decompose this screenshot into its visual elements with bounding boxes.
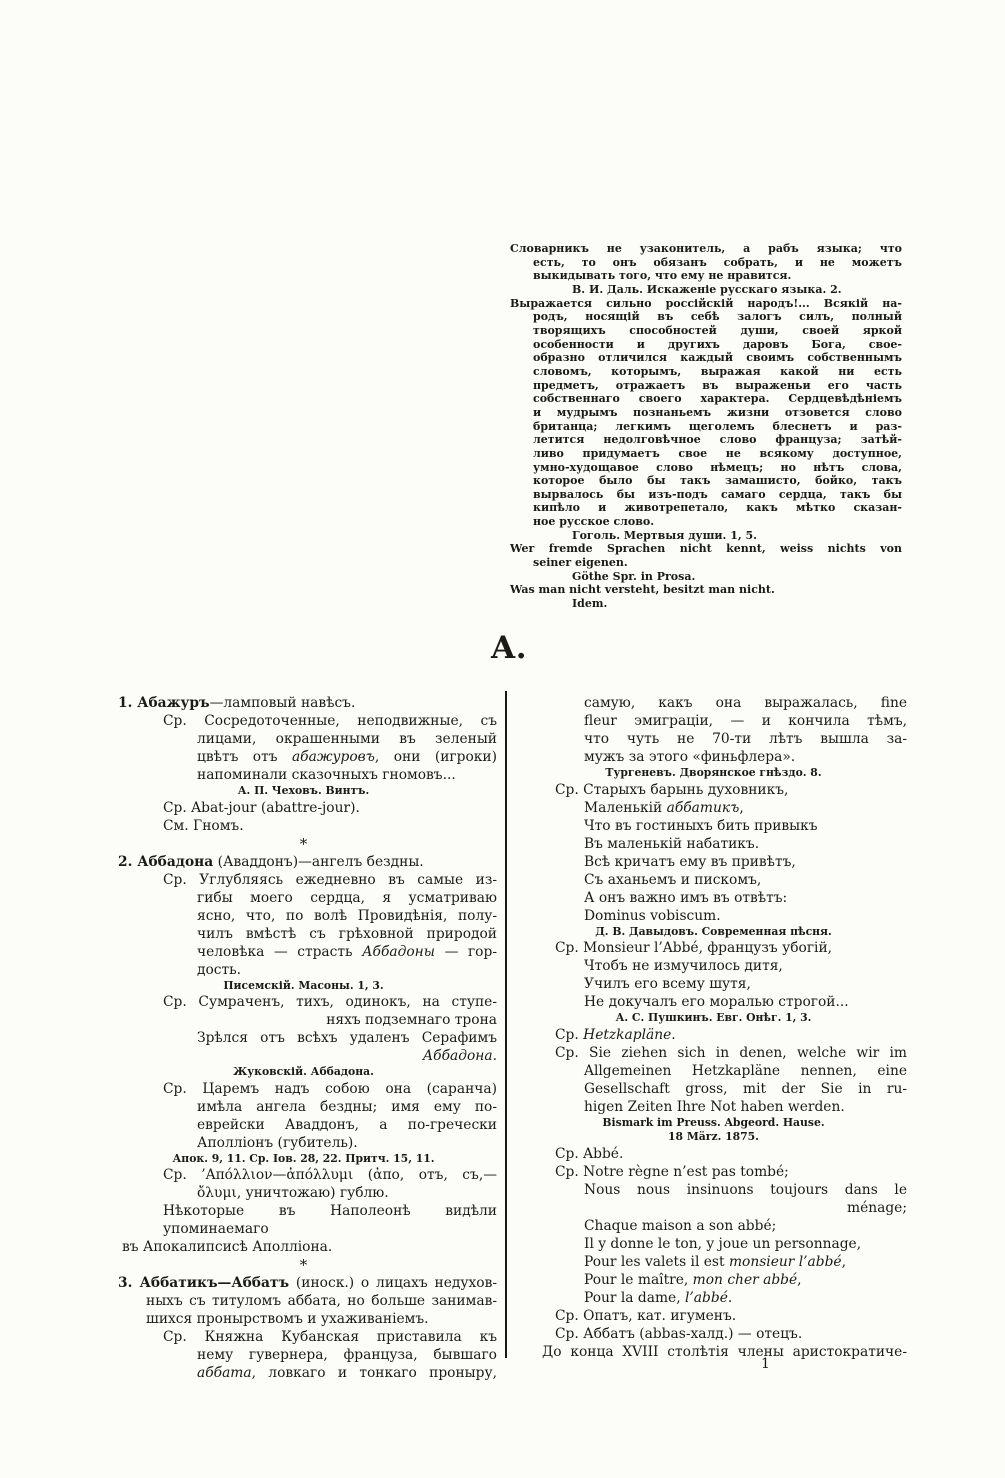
entry-headword <box>118 1274 497 1292</box>
text-line <box>533 420 902 434</box>
text: ясно, что, по волѣ Провидѣнія, полу- <box>197 907 497 924</box>
text: и мудрымъ познаньемъ жизни отзовется слово <box>533 405 902 419</box>
text: Göthe Spr. in Prosa. <box>572 569 696 583</box>
text: Ср. Notre règne n’est pas tombé; <box>555 1163 789 1180</box>
text-line <box>533 324 902 338</box>
text-line <box>197 1364 497 1382</box>
text-line <box>163 871 497 889</box>
text-line <box>197 907 497 925</box>
text-line <box>542 1343 907 1361</box>
text: родъ, носящій въ себѣ залогъ силъ, полный <box>533 310 902 324</box>
right-column <box>520 694 907 1361</box>
text: Что въ гостиныхъ бить привыкъ <box>584 817 818 834</box>
epigraph-block <box>510 242 902 611</box>
text: британца; легкимъ щеголемъ блеснетъ и раз- <box>533 419 902 433</box>
text-line <box>533 379 902 393</box>
text-line <box>533 256 902 270</box>
text: Чтобъ не измучилось дитя, <box>584 958 783 974</box>
text: самую, какъ она выражалась, fine <box>584 695 907 711</box>
text-line <box>533 338 902 352</box>
text: А. П. Чеховъ. Винтъ. <box>237 784 370 797</box>
text: Allgemeinen Hetzkapläne nennen, eine <box>584 1062 907 1079</box>
text-line <box>555 939 907 957</box>
text: — гор- <box>435 943 497 960</box>
text-line <box>533 474 902 488</box>
text: Nous nous insinuons toujours dans le <box>584 1181 907 1198</box>
text-line <box>555 1307 907 1325</box>
bold-text: 2. Аббадона <box>118 853 214 870</box>
text-line <box>146 1292 497 1310</box>
text-line <box>533 501 902 515</box>
text: которое было бы такъ замашисто, бойко, такъ <box>533 474 902 488</box>
text: Тургеневъ. Дворянское гнѣздо. 8. <box>605 766 822 779</box>
text: А онъ важно имъ въ отвѣтъ: <box>584 889 788 906</box>
text: цвѣтъ отъ <box>197 749 292 765</box>
text-line <box>163 1202 497 1238</box>
text: —ламповый навѣсъ. <box>209 695 356 711</box>
text: чилъ вмѣстѣ съ грѣховной природой <box>197 925 497 942</box>
text-line <box>110 1011 497 1029</box>
text: ливо придумаетъ свое не всякому доступное, <box>533 446 902 460</box>
text-line <box>533 488 902 502</box>
text-line <box>584 907 907 925</box>
text-line <box>197 730 497 748</box>
text-line <box>584 1289 907 1307</box>
text: ὄλυμι, уничтожаю) гублю. <box>197 1185 389 1201</box>
text: fleur эмиграціи, — и кончила тѣмъ, <box>584 713 907 729</box>
citation <box>110 1152 497 1167</box>
text-line <box>197 1134 497 1152</box>
text-line <box>122 1238 497 1256</box>
text: Съ аханьемъ и пискомъ, <box>584 871 762 888</box>
text: человѣка — страсть <box>197 943 363 960</box>
text: словомъ, которымъ, выражая какой ни есть <box>533 364 902 378</box>
text: , <box>739 799 744 816</box>
text: Всѣ кричатъ ему въ привѣтъ, <box>584 853 796 870</box>
text-line <box>197 1029 497 1047</box>
text: Въ маленькій набатикъ. <box>584 835 760 852</box>
text: умно-худощавое слово нѣмецъ; но нѣтъ слова, <box>533 460 902 474</box>
column-divider <box>505 691 507 1358</box>
text-line <box>584 993 907 1011</box>
text: предметъ, отражаетъ въ выраженьи его часть <box>533 378 902 392</box>
bold-text: 1. Абажуръ <box>118 695 210 711</box>
section-heading: А. <box>490 630 527 666</box>
text: Il y donne le ton, y joue un personnage, <box>584 1235 862 1252</box>
text-line <box>584 817 907 835</box>
text-line <box>584 1080 907 1098</box>
text: мужъ за этого «финьфлера». <box>584 749 796 765</box>
separator-asterisk <box>110 1256 497 1274</box>
text: Ср. Сосредоточенные, неподвижные, съ <box>163 713 497 729</box>
text: въ Апокалипсисѣ Аполліона. <box>122 1239 333 1255</box>
text: Pour le maître, <box>584 1271 693 1288</box>
text: Ср. Старыхъ барынь духовникъ, <box>555 781 789 798</box>
italic-text: monsieur l’abbé <box>728 1253 842 1270</box>
text-line <box>197 1184 497 1202</box>
text-line <box>584 1235 907 1253</box>
text-line <box>533 406 902 420</box>
text-line <box>510 583 902 597</box>
text: Ср. Опатъ, кат. игуменъ. <box>555 1307 737 1324</box>
text: Pour les valets il est <box>584 1253 729 1270</box>
text-line <box>555 1145 907 1163</box>
text-line <box>555 1026 907 1044</box>
text-line <box>163 1328 497 1346</box>
text-line <box>584 748 907 766</box>
text: (иноск.) о лицахъ недухов- <box>289 1275 497 1291</box>
entry-headword <box>118 853 497 871</box>
text-line <box>146 1310 497 1328</box>
text: ныхъ съ титуломъ аббата, но больше занимав- <box>146 1293 497 1309</box>
text-line <box>584 1062 907 1080</box>
italic-text: аббатикъ <box>666 799 740 816</box>
italic-text: l’abbé <box>685 1289 728 1306</box>
text: нему гувернера, француза, бывшаго <box>197 1347 497 1363</box>
text: Ср. Углубляясь ежедневно въ самые из- <box>163 871 497 888</box>
text-line <box>584 1217 907 1235</box>
text: Ср. Monsieur l’Abbé, французъ убогій, <box>555 940 833 956</box>
text-line <box>197 925 497 943</box>
text: Зрѣлся отъ всѣхъ удаленъ Серафимъ <box>197 1030 497 1046</box>
text: Pour la dame, <box>584 1289 685 1306</box>
text: Выражается сильно россійскій народъ!... Всякій на- <box>510 296 902 310</box>
text-line <box>584 1253 907 1271</box>
citation <box>572 597 902 611</box>
text: гибы моего сердца, я усматриваю <box>197 889 497 906</box>
text: кипѣло и животрепетало, какъ мѣтко сказан- <box>533 501 902 515</box>
text: Апок. 9, 11. Ср. Іов. 28, 22. Притч. 15, 11. <box>172 1151 435 1165</box>
text: Dominus vobiscum. <box>584 907 721 924</box>
text: Chaque maison a son abbé; <box>584 1217 777 1234</box>
text: Ср. Сумраченъ, тихъ, одинокъ, на ступе- <box>163 994 497 1010</box>
text-line <box>110 1047 497 1065</box>
text-line <box>533 433 902 447</box>
text: дость. <box>197 961 242 978</box>
text-line <box>584 1181 907 1199</box>
text-line <box>533 310 902 324</box>
text: , <box>841 1253 846 1270</box>
italic-text: абажуровъ <box>291 749 375 765</box>
text: В. И. Даль. Искаженіе русскаго языка. 2. <box>572 282 842 296</box>
text-line <box>163 799 497 817</box>
text: (Аваддонъ)—ангелъ бездны. <box>213 853 424 870</box>
text-line <box>584 975 907 993</box>
text-line <box>555 781 907 799</box>
citation <box>520 1130 907 1145</box>
text: Училъ его всему шутя, <box>584 976 751 992</box>
text: 18 März. 1875. <box>668 1130 759 1143</box>
text-line <box>533 461 902 475</box>
text-line <box>584 799 907 817</box>
text-line <box>584 1271 907 1289</box>
text: seiner eigenen. <box>533 556 628 570</box>
separator-asterisk <box>110 835 497 853</box>
text: Was man nicht versteht, besitzt man nicht. <box>510 583 775 597</box>
text: Жуковскій. Аббадона. <box>233 1065 374 1078</box>
italic-text: Аббадоны <box>362 943 436 960</box>
citation <box>520 1116 907 1131</box>
text: творящихъ способностей души, своей яркой <box>533 323 902 337</box>
citation <box>110 1065 497 1080</box>
entry-headword <box>118 694 497 712</box>
text: напоминали сказочныхъ гномовъ... <box>197 767 456 783</box>
text: ное русское слово. <box>533 515 655 529</box>
text: что чуть не 70-ти лѣтъ вышла за- <box>584 731 907 747</box>
text-line <box>197 748 497 766</box>
page-number: 1 <box>761 1356 770 1372</box>
text: летится недолговѣчное слово француза; затѣй- <box>533 433 902 447</box>
text-line <box>197 1346 497 1364</box>
text: Ср. Княжна Кубанская приставила къ <box>163 1329 497 1345</box>
text: лицами, окрашенными въ зеленый <box>197 731 497 747</box>
text-line <box>197 943 497 961</box>
text: , <box>797 1271 802 1288</box>
text: Д. В. Давыдовъ. Современная пѣсня. <box>595 924 832 938</box>
text-line <box>163 993 497 1011</box>
text: Гоголь. Мертвыя души. 1, 5. <box>572 528 758 542</box>
text-line <box>510 542 902 556</box>
text: Ср. Abat-jour (abattre-jour). <box>163 799 360 816</box>
left-column <box>110 694 497 1382</box>
text: . <box>727 1289 733 1306</box>
text: , они (игроки) <box>374 749 497 765</box>
text: ménage; <box>846 1199 907 1216</box>
text-line <box>584 730 907 748</box>
text: няхъ подземнаго трона <box>326 1012 497 1028</box>
text: Bismark im Preuss. Abgeord. Hause. <box>602 1115 825 1129</box>
text: выкидывать того, что ему не нравится. <box>533 269 792 283</box>
text-line <box>584 957 907 975</box>
italic-text: mon cher abbé <box>692 1271 798 1288</box>
text: есть, то онъ обязанъ собрать, и не можетъ <box>533 255 902 269</box>
text: А. С. Пушкинъ. Евг. Онѣг. 1, 3. <box>615 1011 812 1024</box>
text: еврейски Аваддонъ, а по-гречески <box>197 1116 497 1133</box>
text: До конца XVIII столѣтія члены аристократиче- <box>542 1343 907 1360</box>
text-line <box>584 694 907 712</box>
text: собственнаго своего характера. Сердцевѣдѣніемъ <box>533 392 902 406</box>
italic-text: Hetzkapläne <box>583 1026 672 1043</box>
text-line <box>163 712 497 730</box>
text: Нѣкоторые въ Наполеонѣ видѣли упоминаемаго <box>163 1203 497 1237</box>
text: Писемскій. Масоны. 1, 3. <box>223 978 384 992</box>
bold-text: 3. Аббатикъ—Аббатъ <box>118 1275 290 1291</box>
text-line <box>533 515 902 529</box>
citation <box>572 570 902 584</box>
text: . <box>671 1026 676 1043</box>
text-line <box>510 242 902 256</box>
text: Маленькій <box>584 799 667 816</box>
text-line <box>163 817 497 835</box>
text: вырвалось бы изъ-подъ самаго сердца, такъ бы <box>533 487 902 501</box>
citation <box>572 283 902 297</box>
citation <box>520 1011 907 1026</box>
text: Ср. Sie ziehen sich in denen, welche wir im <box>555 1044 907 1061</box>
text: шихся пронырствомъ и ухаживаніемъ. <box>146 1311 429 1327</box>
text: Idem. <box>572 597 608 611</box>
text-line <box>555 1325 907 1343</box>
text-line <box>197 1098 497 1116</box>
text-line <box>510 297 902 311</box>
text-line <box>555 1044 907 1062</box>
text: Словарникъ не узаконитель, а рабъ языка; что <box>510 242 902 255</box>
text-line <box>163 1080 497 1098</box>
text-line <box>584 889 907 907</box>
text: , ловкаго и тонкаго проныру, <box>251 1365 497 1381</box>
text-line <box>533 351 902 365</box>
citation <box>572 529 902 543</box>
text: особенности и другихъ даровъ Бога, свое- <box>533 337 902 351</box>
text-line <box>584 1098 907 1116</box>
text: higen Zeiten Ihre Not haben werden. <box>584 1098 845 1115</box>
text-line <box>533 447 902 461</box>
text: Не докучалъ его моралью строгой... <box>584 994 849 1010</box>
text: Wer fremde Sprachen nicht kennt, weiss nichts von <box>510 542 902 556</box>
text: * <box>299 834 308 853</box>
text-line <box>533 365 902 379</box>
text-line <box>197 766 497 784</box>
text-line <box>555 1163 907 1181</box>
text: имѣла ангела бездны; имя ему по- <box>197 1098 497 1115</box>
text: Ср. Аббатъ (abbas-халд.) — отецъ. <box>555 1325 803 1342</box>
text-line <box>163 1166 497 1184</box>
italic-text: аббата <box>197 1365 252 1381</box>
text-line <box>197 1116 497 1134</box>
text-line <box>197 889 497 907</box>
text: Ср. <box>555 1026 584 1043</box>
citation <box>520 925 907 940</box>
citation <box>110 979 497 994</box>
text-line <box>520 1199 907 1217</box>
citation <box>110 784 497 799</box>
text-line <box>533 269 902 283</box>
text-line <box>533 556 902 570</box>
text: Ср. Abbé. <box>555 1145 624 1162</box>
text: Аполліонъ (губитель). <box>197 1134 358 1151</box>
text-line <box>584 871 907 889</box>
text: Ср. Царемъ надъ собою она (саранча) <box>163 1080 497 1097</box>
text-line <box>584 712 907 730</box>
text-line <box>197 961 497 979</box>
citation <box>520 766 907 781</box>
text: Gesellschaft gross, mit der Sie in ru- <box>584 1080 907 1097</box>
italic-text: Аббадона. <box>422 1048 497 1064</box>
text: образно отличился каждый своимъ собственнымъ <box>533 351 902 365</box>
text-line <box>584 853 907 871</box>
text: Ср. ’Απόλλιον—ἀπόλλυμι (ἀπο, отъ, съ,— <box>163 1167 497 1183</box>
text: * <box>299 1256 308 1274</box>
text-line <box>533 392 902 406</box>
text: См. Гномъ. <box>163 817 244 834</box>
text-line <box>584 835 907 853</box>
